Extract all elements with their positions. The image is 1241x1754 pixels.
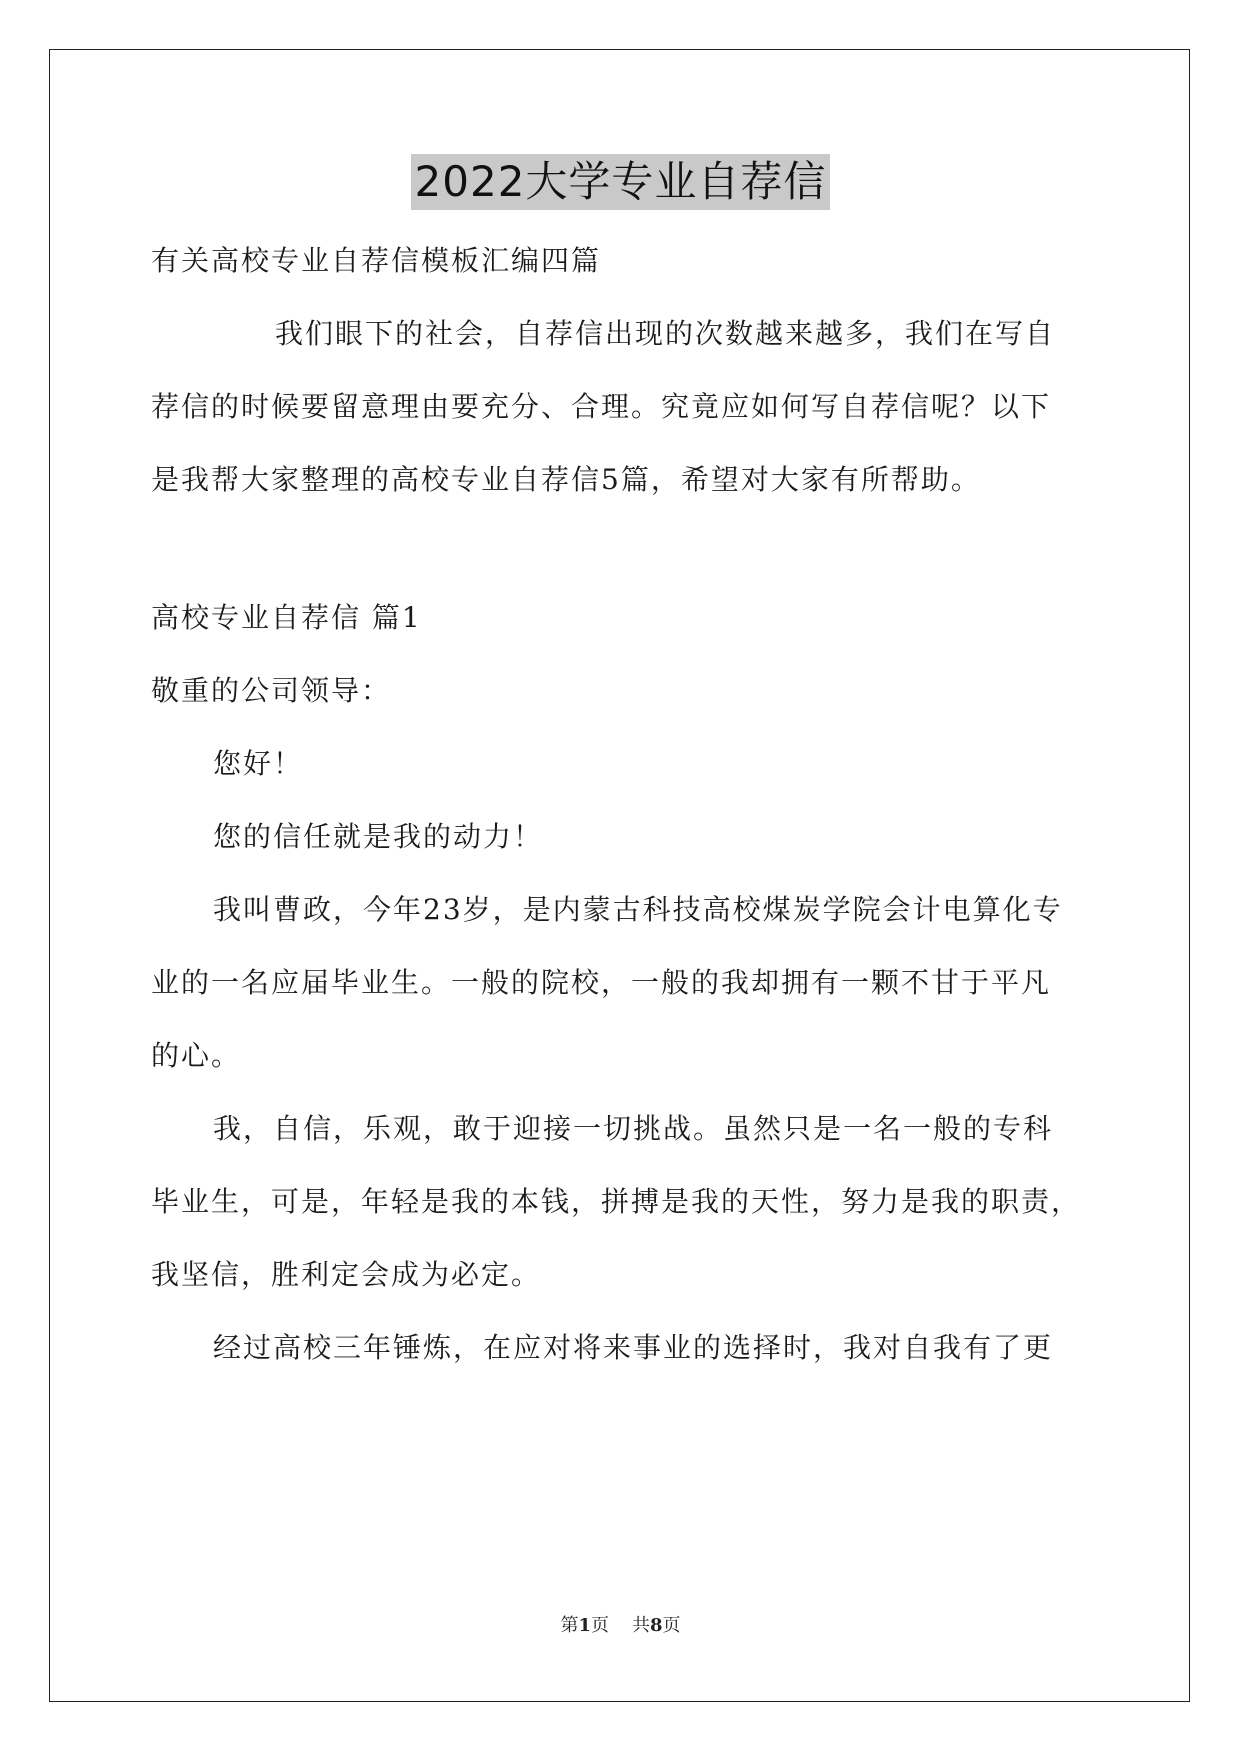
body-line-7: 我坚信，胜利定会成为必定。	[151, 1258, 542, 1291]
body-line-1: 您的信任就是我的动力！	[213, 820, 544, 853]
body-line-6: 毕业生，可是，年轻是我的本钱，拼搏是我的天性，努力是我的职责，	[151, 1185, 1082, 1218]
subtitle-line: 有关高校专业自荐信模板汇编四篇	[151, 244, 602, 277]
document-title: 2022大学专业自荐信	[411, 154, 831, 210]
intro-line-2: 荐信的时候要留意理由要充分、合理。究竟应如何写自荐信呢？以下	[151, 390, 1052, 423]
footer-total-unit: 页	[662, 1615, 681, 1636]
footer-total-prefix: 共	[631, 1615, 650, 1636]
intro-line-3: 是我帮大家整理的高校专业自荐信5篇，希望对大家有所帮助。	[151, 463, 981, 496]
page-footer	[0, 1614, 1241, 1638]
footer-page-unit: 页	[591, 1615, 610, 1636]
page-border	[49, 49, 1190, 1702]
body-line-8: 经过高校三年锤炼，在应对将来事业的选择时，我对自我有了更	[213, 1331, 1054, 1364]
body-line-4: 的心。	[151, 1039, 242, 1072]
section-heading: 高校专业自荐信 篇1	[151, 601, 422, 634]
intro-line-1: 我们眼下的社会，自荐信出现的次数越来越多，我们在写自	[275, 317, 1056, 350]
body-line-3: 业的一名应届毕业生。一般的院校，一般的我却拥有一颗不甘于平凡	[151, 966, 1052, 999]
title-container	[0, 154, 1241, 210]
body-line-2: 我叫曹政，今年23岁，是内蒙古科技高校煤炭学院会计电算化专	[213, 893, 1063, 926]
current-page-number: 1	[578, 1615, 592, 1636]
greeting-line: 您好！	[213, 747, 304, 780]
salutation: 敬重的公司领导：	[151, 674, 392, 707]
footer-prefix: 第	[560, 1615, 579, 1636]
body-line-5: 我，自信，乐观，敢于迎接一切挑战。虽然只是一名一般的专科	[213, 1112, 1054, 1145]
total-pages-number: 8	[649, 1615, 663, 1636]
